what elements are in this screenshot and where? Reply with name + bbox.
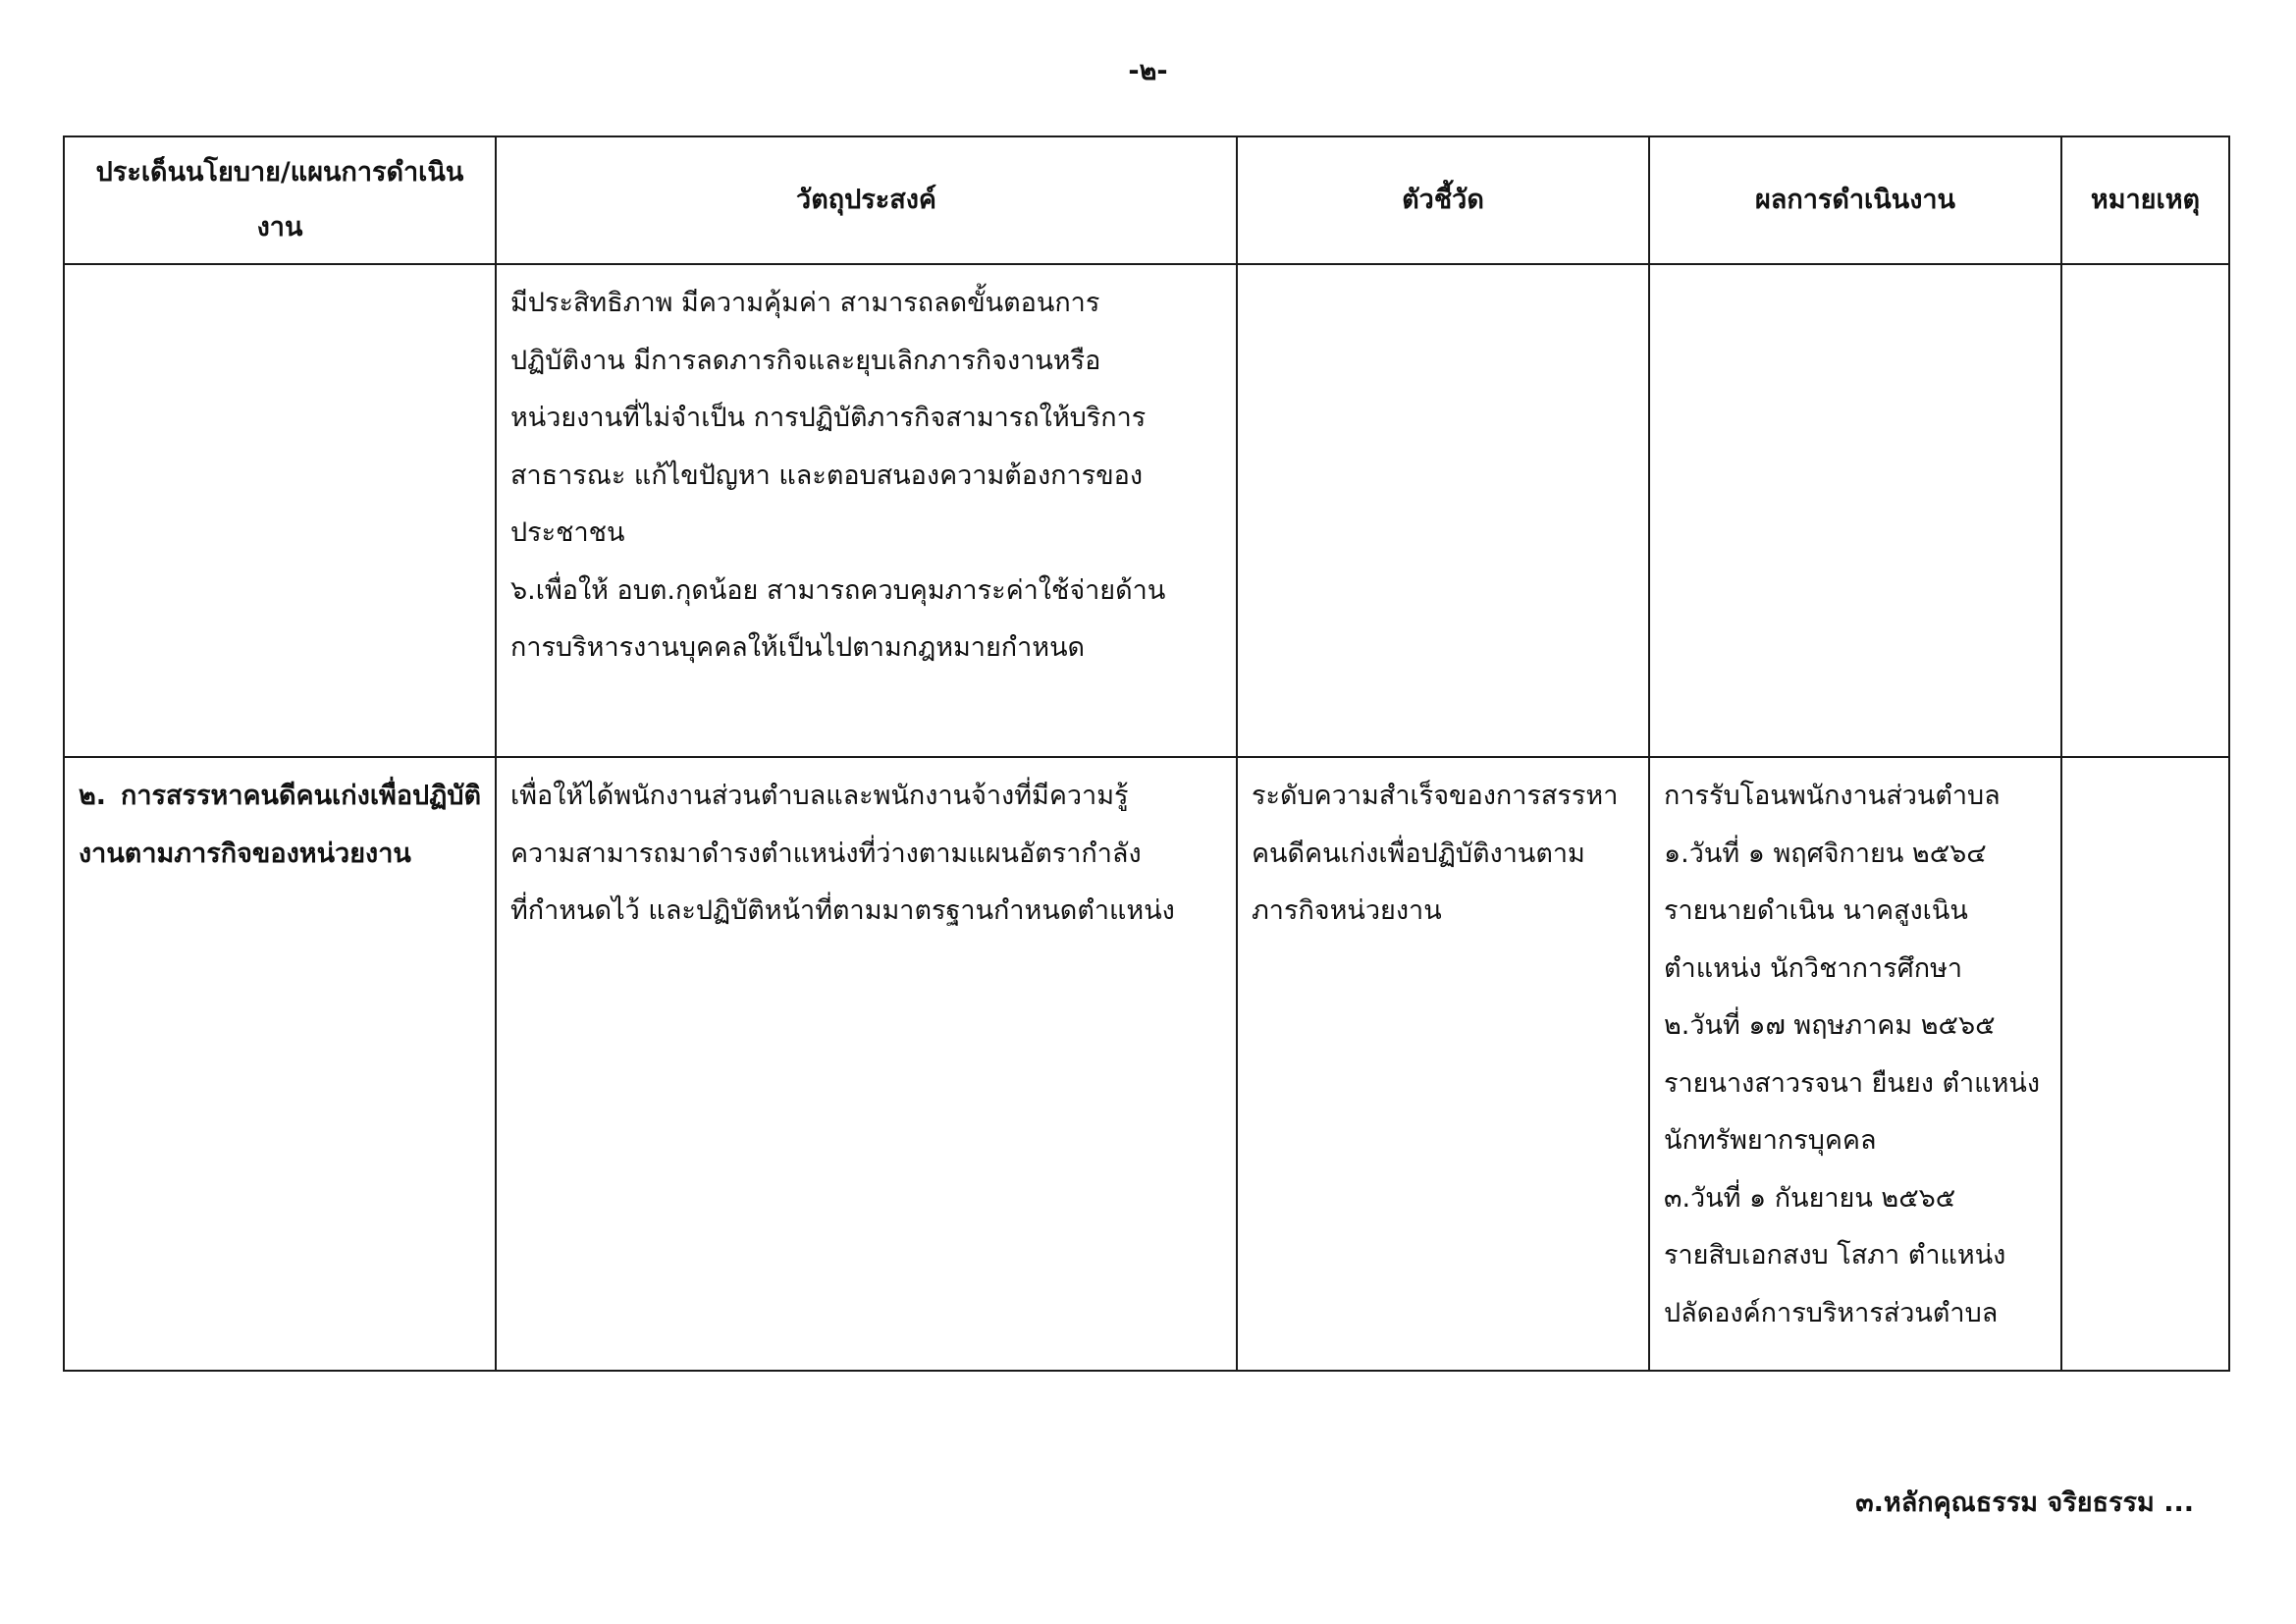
objective-cell: [496, 264, 1237, 757]
objective-line: ความสามารถมาดำรงตำแหน่งที่ว่างตามแผนอัตรากำลัง: [510, 838, 1142, 869]
remark-cell: [2061, 264, 2229, 757]
result-cell: [1649, 757, 2061, 1371]
remark-cell: [2061, 757, 2229, 1371]
objective-cell: [496, 757, 1237, 1371]
indicator-cell: ระดับความสำเร็จของการสรรหาคนดีคนเก่งเพื่อปฏิบัติงานตามภารกิจหน่วยงาน: [1237, 757, 1649, 1371]
next-section-continuation: ๓.หลักคุณธรรม จริยธรรม ...: [1855, 1488, 2194, 1518]
page-number: -๒-: [1128, 56, 1168, 86]
table-row: [64, 757, 2229, 1371]
result-line: การรับโอนพนักงานส่วนตำบล: [1664, 781, 2001, 811]
objective-line: ประชาชน: [510, 517, 625, 548]
policy-report-table: [63, 135, 2230, 1372]
header-remark: หมายเหตุ: [2061, 136, 2229, 264]
objective-line: มีประสิทธิภาพ มีความคุ้มค่า สามารถลดขั้นตอนการ: [510, 288, 1100, 318]
objective-line: ๖.เพื่อให้ อบต.กุดน้อย สามารถควบคุมภาระค่าใช้จ่ายด้าน: [510, 574, 1166, 606]
objective-line: การบริหารงานบุคคลให้เป็นไปตามกฎหมายกำหนด: [510, 632, 1086, 663]
objective-line: ปฏิบัติงาน มีการลดภารกิจและยุบเลิกภารกิจงานหรือ: [510, 345, 1101, 376]
result-line: รายนางสาวรจนา ยืนยง ตำแหน่ง: [1664, 1067, 2041, 1099]
policy-cell: ๒. การสรรหาคนดีคนเก่งเพื่อปฏิบัติงานตามภารกิจของหน่วยงาน: [64, 757, 496, 1371]
indicator-cell: [1237, 264, 1649, 757]
objective-line: ที่กำหนดไว้ และปฏิบัติหน้าที่ตามมาตรฐานกำหนดตำแหน่ง: [510, 895, 1175, 926]
header-indicator: ตัวชี้วัด: [1237, 136, 1649, 264]
result-line: รายสิบเอกสงบ โสภา ตำแหน่ง: [1664, 1240, 2006, 1271]
result-line: นักทรัพยากรบุคคล: [1664, 1125, 1877, 1156]
objective-line: หน่วยงานที่ไม่จำเป็น การปฏิบัติภารกิจสามารถให้บริการ: [510, 403, 1147, 433]
objective-line: สาธารณะ แก้ไขปัญหา และตอบสนองความต้องการของ: [510, 460, 1144, 491]
table-row: [64, 264, 2229, 757]
policy-cell: [64, 264, 496, 757]
header-objective: วัตถุประสงค์: [496, 136, 1237, 264]
result-line: ๓.วันที่ ๑ กันยายน ๒๕๖๕: [1664, 1182, 1956, 1214]
result-line: ๒.วันที่ ๑๗ พฤษภาคม ๒๕๖๕: [1664, 1010, 1996, 1041]
header-policy: ประเด็นนโยบาย/แผนการดำเนินงาน: [64, 136, 496, 264]
objective-line: เพื่อให้ได้พนักงานส่วนตำบลและพนักงานจ้างที่มีความรู้: [510, 781, 1129, 811]
result-cell: [1649, 264, 2061, 757]
table-header-row: [64, 136, 2229, 264]
result-line: ตำแหน่ง นักวิชาการศึกษา: [1664, 952, 1963, 984]
header-result: ผลการดำเนินงาน: [1649, 136, 2061, 264]
result-line: รายนายดำเนิน นาคสูงเนิน: [1664, 895, 1968, 926]
result-line: ปลัดองค์การบริหารส่วนตำบล: [1664, 1297, 1999, 1328]
result-line: ๑.วันที่ ๑ พฤศจิกายน ๒๕๖๔: [1664, 838, 1987, 869]
